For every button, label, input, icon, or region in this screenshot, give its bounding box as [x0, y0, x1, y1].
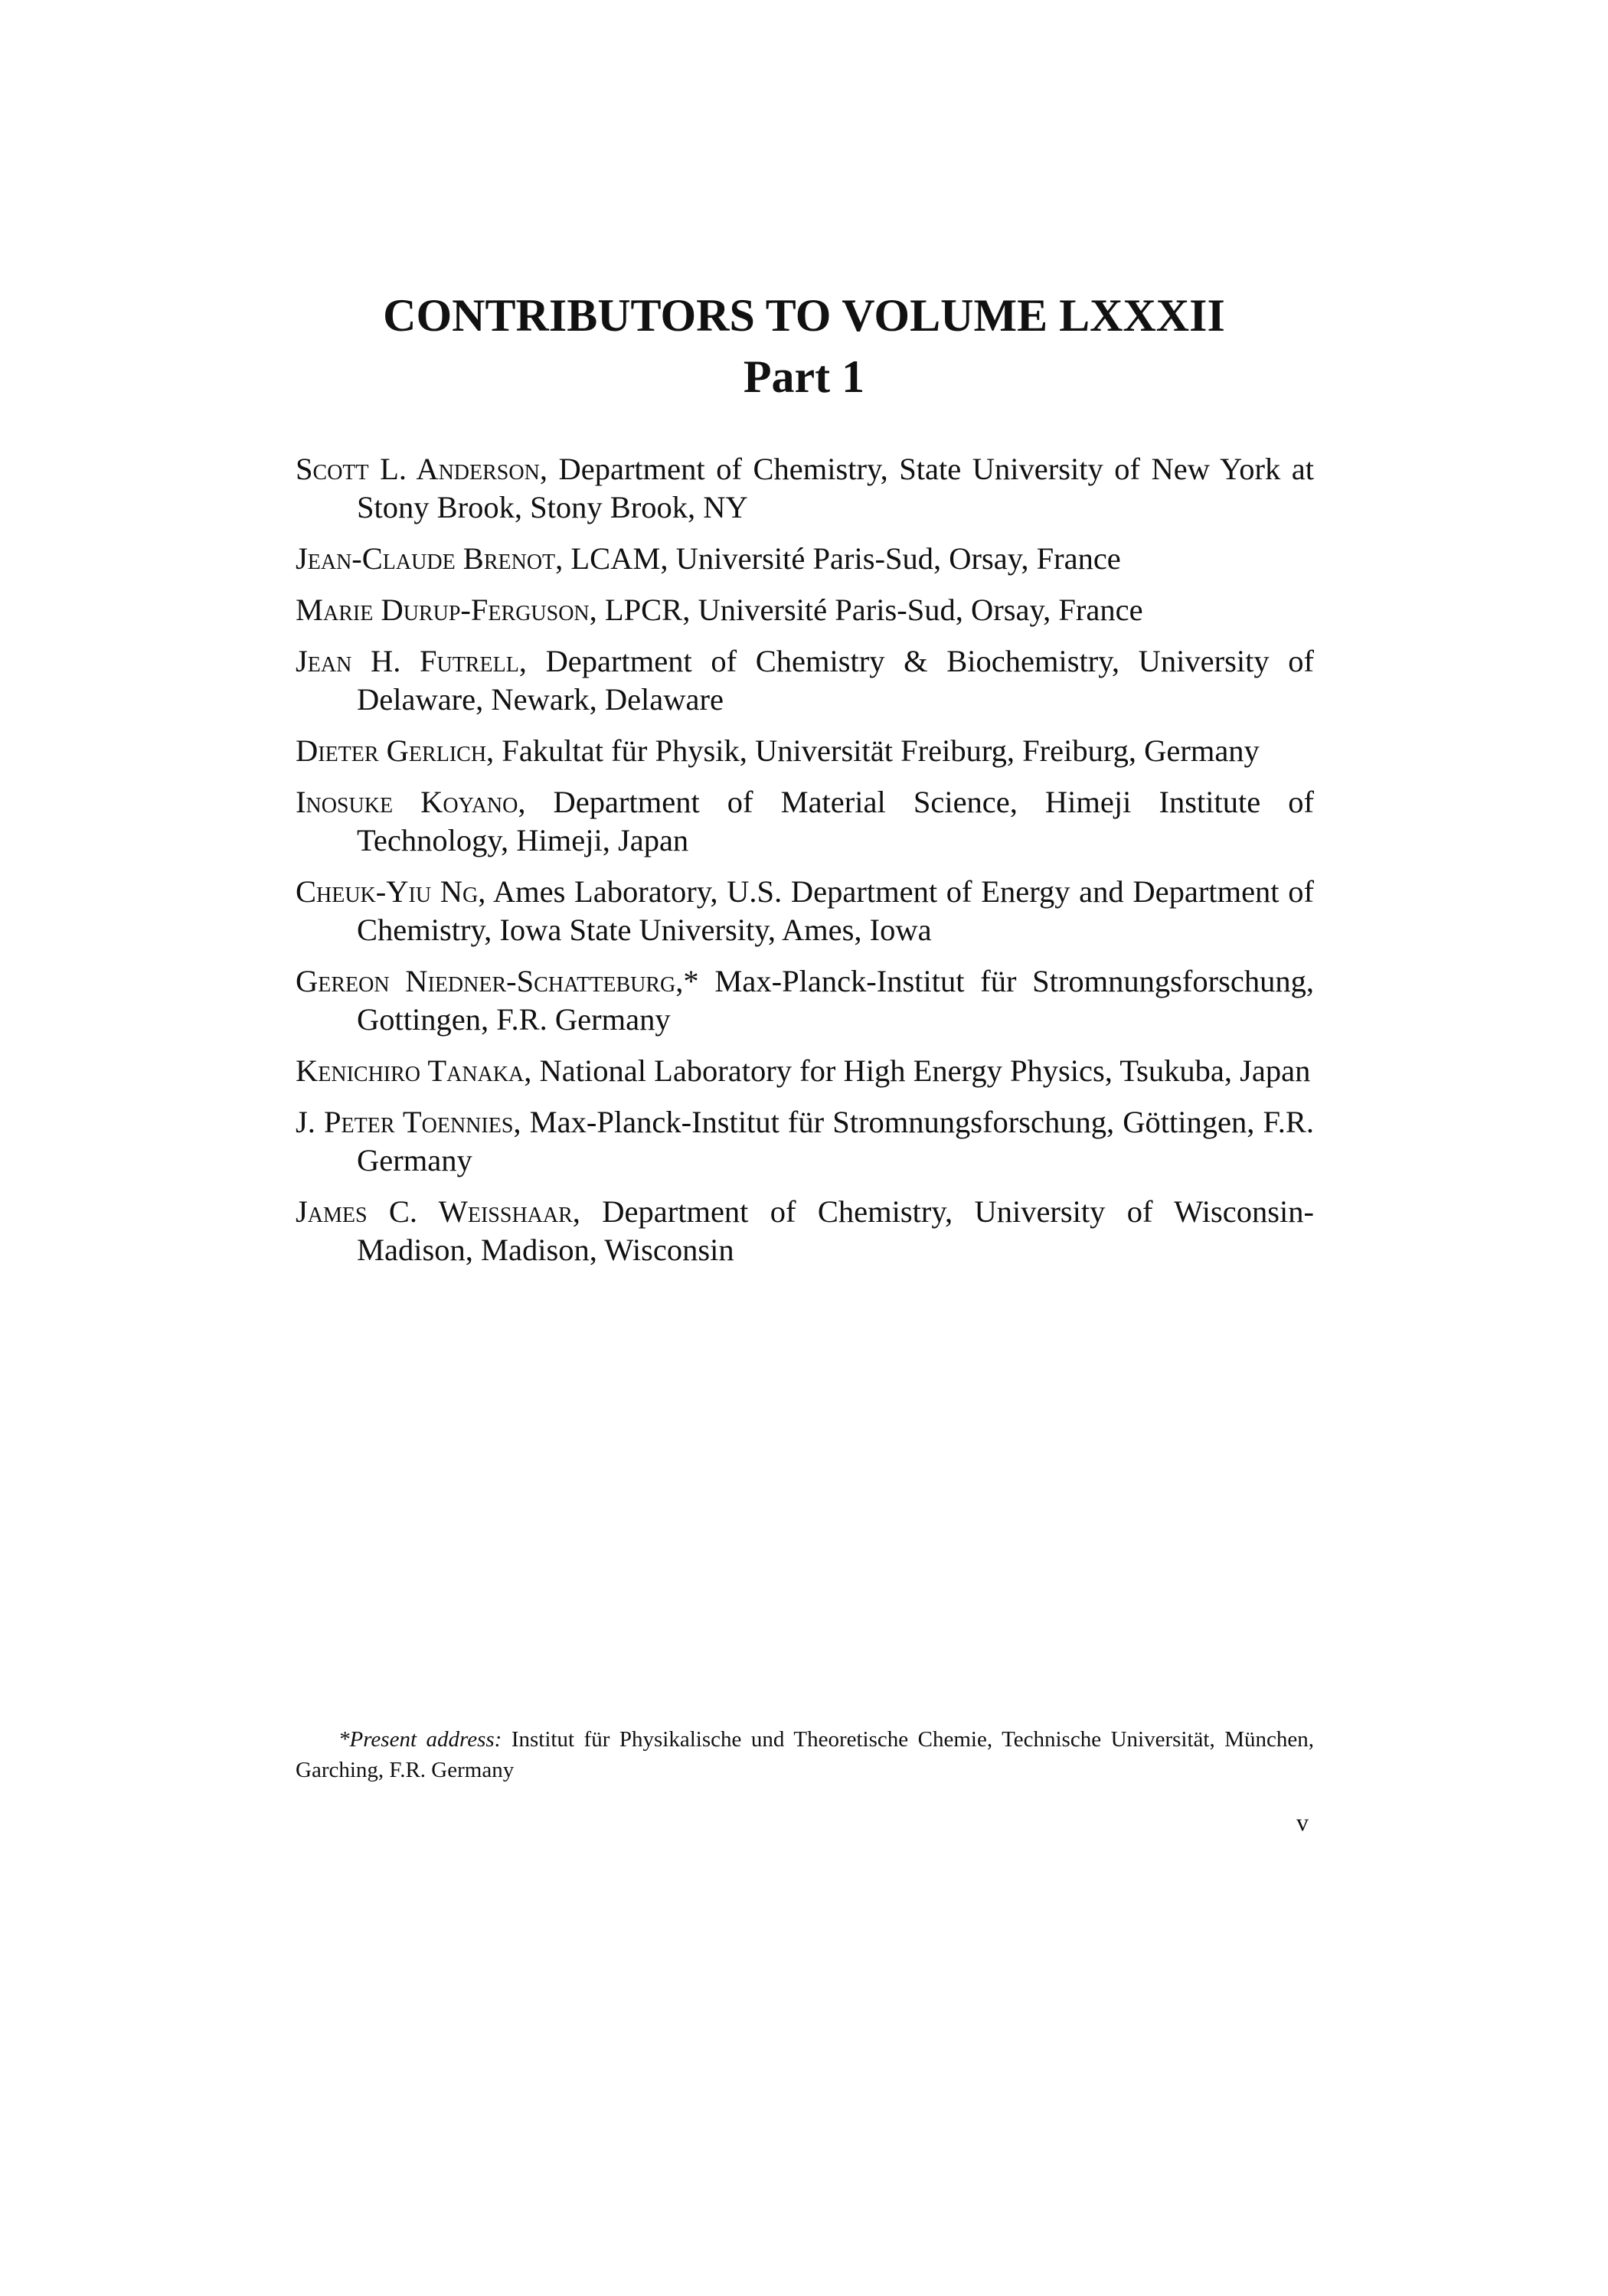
contributor-affiliation: Max-Planck-Institut für Stromnungsforschung, Gottingen, F.R. Germany: [357, 964, 1314, 1037]
contributor-affiliation: , Ames Laboratory, U.S. Department of Energy and Department of Chemistry, Iowa State University, Ames, Iowa: [357, 874, 1314, 947]
contributor-affiliation: , Fakultat für Physik, Universität Freiburg, Freiburg, Germany: [486, 733, 1260, 768]
page-number: v: [1296, 1808, 1309, 1836]
contributor-name: Scott L. Anderson: [296, 452, 540, 486]
page-title: [0, 285, 1608, 407]
contributor-affiliation: , LPCR, Université Paris-Sud, Orsay, France: [589, 593, 1143, 627]
contributor-affiliation: , LCAM, Université Paris-Sud, Orsay, France: [555, 541, 1121, 576]
contributor-name: Jean H. Futrell: [296, 644, 519, 678]
title-line-1: CONTRIBUTORS TO VOLUME LXXXII: [383, 290, 1225, 341]
contributor-name: Marie Durup-Ferguson: [296, 593, 590, 627]
contributor-entry: [296, 732, 1314, 770]
contributor-entry: [296, 450, 1314, 527]
contributor-name: Jean-Claude Brenot: [296, 541, 556, 576]
contributor-entry: [296, 962, 1314, 1039]
contributor-entry: [296, 591, 1314, 629]
title-line-2: Part 1: [743, 351, 865, 402]
contributor-name: Gereon Niedner-Schatteburg,*: [296, 964, 699, 998]
contributor-entry: [296, 783, 1314, 860]
contributor-name: Dieter Gerlich: [296, 733, 487, 768]
footnote-text: Institut für Physikalische und Theoretische Chemie, Technische Universität, München, Garching, F.R. Germany: [296, 1727, 1314, 1782]
footnote-label: *Present address:: [338, 1727, 502, 1752]
contributor-entry: [296, 1193, 1314, 1269]
contributor-affiliation: , Max-Planck-Institut für Stromnungsforschung, Göttingen, F.R. Germany: [357, 1105, 1314, 1177]
contributor-entry: [296, 1052, 1314, 1090]
contributor-entry: [296, 540, 1314, 578]
contributor-name: James C. Weisshaar: [296, 1194, 573, 1229]
contributor-entry: [296, 642, 1314, 719]
contributor-affiliation: , National Laboratory for High Energy Physics, Tsukuba, Japan: [524, 1053, 1311, 1088]
contributor-affiliation: , Department of Material Science, Himeji Institute of Technology, Himeji, Japan: [357, 785, 1315, 857]
contributor-name: Kenichiro Tanaka: [296, 1053, 525, 1088]
contributor-entry: [296, 1103, 1314, 1180]
contributor-name: Cheuk-Yiu Ng: [296, 874, 479, 909]
contributor-name: Inosuke Koyano: [296, 785, 518, 819]
footnote: [296, 1724, 1314, 1785]
contributor-entry: [296, 873, 1314, 949]
contributor-name: J. Peter Toennies: [296, 1105, 514, 1139]
contributor-affiliation: , Department of Chemistry, State University of New York at Stony Brook, Stony Brook, NY: [357, 452, 1315, 524]
contributor-list: [296, 450, 1314, 1282]
contributor-affiliation: , Department of Chemistry & Biochemistry, University of Delaware, Newark, Delaware: [357, 644, 1314, 717]
contributor-affiliation: , Department of Chemistry, University of Wisconsin-Madison, Madison, Wisconsin: [357, 1194, 1314, 1267]
